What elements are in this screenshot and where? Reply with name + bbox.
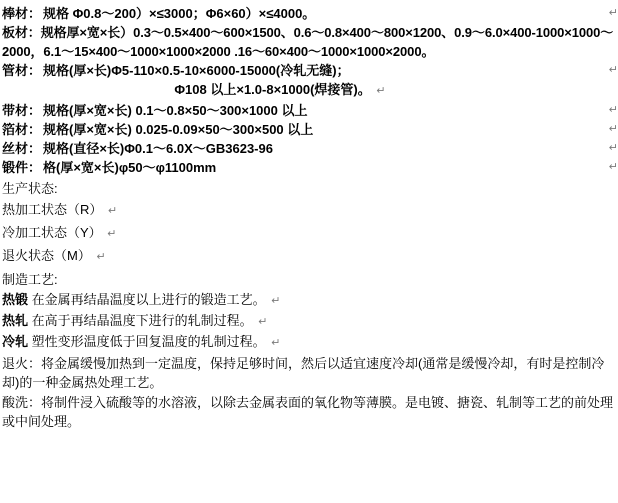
pilcrow-mark: ↵ bbox=[271, 337, 281, 349]
spec-label: 管材： bbox=[2, 63, 42, 78]
spec-row bbox=[2, 101, 618, 120]
spec-value: Φ108 以上×1.0-8×1000(焊接管)。 bbox=[174, 82, 371, 97]
state-label: 冷加工状态（Y） bbox=[2, 225, 102, 240]
craft-list bbox=[2, 290, 618, 353]
craft-desc: 塑性变形温度低于回复温度的轧制过程。 bbox=[28, 334, 266, 349]
spec-label: 箔材： bbox=[2, 122, 42, 137]
state-item bbox=[2, 222, 618, 245]
spec-value: 规格厚×宽×长）0.3～0.5×400～600×1500、0.6～0.8×400～800×1200、0.9～6.0×400-1000×1000～2000，6.1～15×400～1000×1000×2000 .16～60×400～1000×1000×2000。 bbox=[2, 25, 614, 59]
spec-row bbox=[2, 4, 618, 23]
spec-label: 丝材： bbox=[2, 141, 42, 156]
craft-item bbox=[2, 332, 618, 353]
state-label: 热加工状态（R） bbox=[2, 202, 103, 217]
definition-text: 将制件浸入硫酸等的水溶液，以除去金属表面的氧化物等薄膜。是电镀、搪瓷、轧制等工艺的前处理或中间处理。 bbox=[2, 395, 614, 429]
craft-desc: 在金属再结晶温度以上进行的锻造工艺。 bbox=[28, 292, 266, 307]
pilcrow-mark: ↵ bbox=[608, 142, 618, 154]
spec-row bbox=[2, 61, 618, 80]
spec-row bbox=[2, 158, 618, 177]
state-item bbox=[2, 245, 618, 268]
pilcrow-mark: ↵ bbox=[107, 228, 117, 240]
craft-term: 热锻 bbox=[2, 292, 29, 307]
process-title: 制造工艺: bbox=[2, 272, 58, 287]
specification-block bbox=[2, 4, 618, 177]
pilcrow-mark: ↵ bbox=[271, 295, 281, 307]
pilcrow-mark: ↵ bbox=[608, 123, 618, 135]
spec-label: 棒材： bbox=[2, 6, 42, 21]
spec-row bbox=[2, 120, 618, 139]
spec-label: 带材： bbox=[2, 103, 42, 118]
spec-value: 规格 Φ0.8～200）×≤3000；Φ6×60）×≤4000。 bbox=[43, 6, 316, 21]
spec-row bbox=[2, 23, 618, 61]
pilcrow-mark: ↵ bbox=[258, 316, 268, 328]
craft-term: 冷轧 bbox=[2, 334, 29, 349]
definition-text: 将金属缓慢加热到一定温度，保持足够时间，然后以适宜速度冷却(通常是缓慢冷却，有时是控制冷却)的一种金属热处理工艺。 bbox=[2, 356, 605, 390]
spec-label: 锻件： bbox=[2, 160, 42, 175]
production-state-title: 生产状态: bbox=[2, 181, 58, 196]
spec-value: 规格(厚×长)Φ5-110×0.5-10×6000-15000(冷轧无缝)； bbox=[43, 63, 350, 78]
spec-value: 规格(直径×长)Φ0.1～6.0X～GB3623-96 bbox=[43, 141, 273, 156]
pilcrow-mark: ↵ bbox=[608, 104, 618, 116]
craft-item bbox=[2, 290, 618, 311]
spec-value: 格(厚×宽×长)φ50～φ1100mm bbox=[43, 160, 217, 175]
craft-term: 热轧 bbox=[2, 313, 29, 328]
state-label: 退火状态（M） bbox=[2, 248, 91, 263]
spec-row-continued bbox=[2, 80, 618, 101]
pilcrow-mark: ↵ bbox=[608, 7, 618, 19]
pilcrow-mark: ↵ bbox=[108, 205, 118, 217]
spec-label: 板材： bbox=[2, 25, 41, 40]
pilcrow-mark: ↵ bbox=[608, 161, 618, 173]
definition-term: 酸洗： bbox=[2, 395, 42, 410]
pilcrow-mark: ↵ bbox=[96, 251, 106, 263]
definition-term: 退火： bbox=[2, 356, 42, 371]
state-item bbox=[2, 199, 618, 222]
definition-paragraph bbox=[2, 393, 618, 431]
production-state-list bbox=[2, 199, 618, 268]
spec-row bbox=[2, 139, 618, 158]
craft-item bbox=[2, 311, 618, 332]
craft-desc: 在高于再结晶温度下进行的轧制过程。 bbox=[28, 313, 253, 328]
spec-value: 规格(厚×宽×长) 0.025-0.09×50～300×500 以上 bbox=[43, 122, 314, 137]
spec-value: 规格(厚×宽×长) 0.1～0.8×50～300×1000 以上 bbox=[43, 103, 308, 118]
pilcrow-mark: ↵ bbox=[608, 64, 618, 76]
definition-paragraph bbox=[2, 354, 618, 392]
pilcrow-mark: ↵ bbox=[376, 85, 386, 97]
